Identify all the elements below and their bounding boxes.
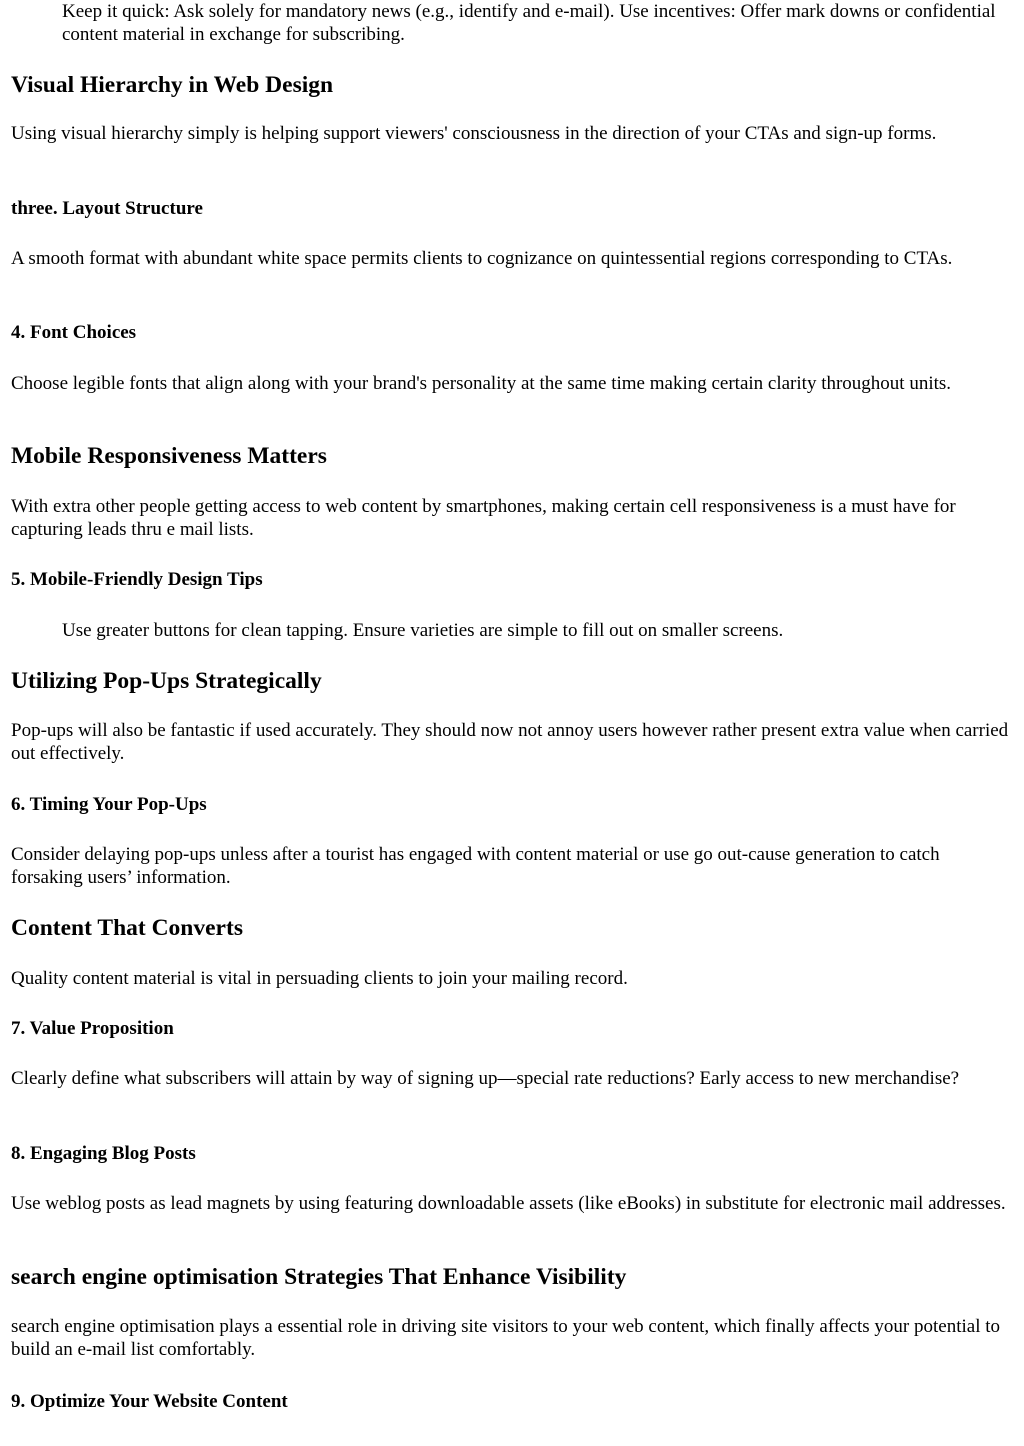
subheading-font-choices: 4. Font Choices — [11, 322, 137, 343]
paragraph-popups: Pop-ups will also be fantastic if used accurately. They should now not annoy users however rather present extra value when carried out effectively. — [11, 720, 1009, 764]
heading-seo-strategies: search engine optimisation Strategies That Enhance Visibility — [11, 1264, 627, 1290]
paragraph-blog-posts: Use weblog posts as lead magnets by using featuring downloadable assets (like eBooks) in substitute for electronic mail addresses. — [11, 1193, 1006, 1214]
subheading-popup-timing: 6. Timing Your Pop-Ups — [11, 794, 207, 815]
subheading-layout-structure: three. Layout Structure — [11, 198, 203, 219]
quote-mobile-design-tips: Use greater buttons for clean tapping. Ensure varieties are simple to fill out on smaller screens. — [62, 620, 784, 641]
paragraph-content-converts: Quality content material is vital in persuading clients to join your mailing record. — [11, 968, 628, 989]
intro-quote: Keep it quick: Ask solely for mandatory news (e.g., identify and e-mail). Use incentives: Offer mark downs or confidential content material in exchange for subscribing. — [62, 1, 996, 45]
paragraph-layout-structure: A smooth format with abundant white space permits clients to cognizance on quintessential regions corresponding to CTAs. — [11, 248, 953, 269]
heading-popups: Utilizing Pop-Ups Strategically — [11, 668, 322, 694]
paragraph-mobile-responsiveness: With extra other people getting access to web content by smartphones, making certain cell responsiveness is a must have for capturing leads thru e mail lists. — [11, 496, 956, 540]
paragraph-value-proposition: Clearly define what subscribers will attain by way of signing up—special rate reductions? Early access to new merchandise? — [11, 1068, 960, 1089]
paragraph-seo-strategies: search engine optimisation plays a essential role in driving site visitors to your web content, which finally affects your potential to build an e-mail list comfortably. — [11, 1316, 1001, 1360]
heading-visual-hierarchy: Visual Hierarchy in Web Design — [11, 72, 334, 98]
paragraph-visual-hierarchy: Using visual hierarchy simply is helping support viewers' consciousness in the direction of your CTAs and sign-up forms. — [11, 123, 937, 144]
subheading-optimize-content: 9. Optimize Your Website Content — [11, 1391, 288, 1412]
subheading-blog-posts: 8. Engaging Blog Posts — [11, 1143, 196, 1164]
subheading-mobile-design-tips: 5. Mobile-Friendly Design Tips — [11, 569, 263, 590]
heading-mobile-responsiveness: Mobile Responsiveness Matters — [11, 443, 327, 469]
heading-content-converts: Content That Converts — [11, 915, 243, 941]
subheading-value-proposition: 7. Value Proposition — [11, 1018, 174, 1039]
paragraph-popup-timing: Consider delaying pop-ups unless after a tourist has engaged with content material or use go out-cause generation to catch forsaking users’ information. — [11, 844, 940, 888]
paragraph-font-choices: Choose legible fonts that align along with your brand's personality at the same time making certain clarity throughout units. — [11, 373, 952, 394]
